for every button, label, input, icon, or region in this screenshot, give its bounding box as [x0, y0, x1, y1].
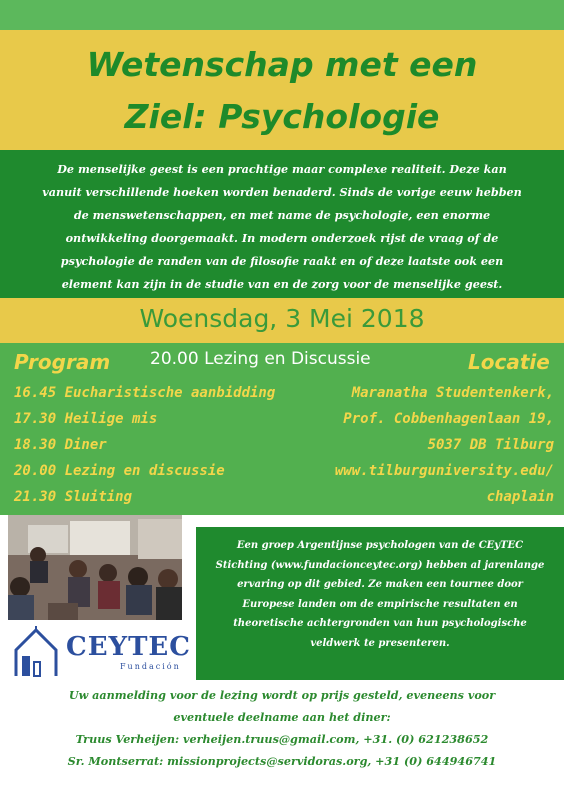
intro-line: de menswetenschappen, en met name de psychologie, een enorme — [73, 208, 491, 222]
info-line: ervaring op dit gebied. Ze maken een tournee door — [237, 579, 523, 591]
info-line: theoretische achtergronden van hun psychologische — [233, 618, 527, 630]
ceytec-logo — [12, 626, 191, 678]
logo-subtitle: Fundación — [120, 662, 181, 671]
church-icon — [12, 626, 60, 678]
intro-line: ontwikkeling doorgemaakt. In modern onderzoek rijst de vraag of de — [65, 231, 499, 245]
intro-line: element kan zijn in de studie van en de zorg voor de menselijke geest. — [61, 277, 503, 291]
page-title-line-1: Wetenschap met een — [86, 45, 478, 84]
info-line: Een groep Argentijnse psychologen van de CEyTEC — [236, 540, 524, 551]
info-line: Stichting (www.fundacionceytec.org) hebben al jarenlange — [215, 559, 545, 571]
location-link[interactable]: www.tilburguniversity.edu/ — [334, 463, 554, 479]
intro-line: vanuit verschillende hoeken worden benaderd. Sinds de vorige eeuw hebben — [42, 185, 522, 199]
program-item: 21.30 Sluiting — [14, 489, 133, 505]
contact-truus[interactable]: Truus Verheijen: verheijen.truus@gmail.com, +31. (0) 621238652 — [75, 732, 489, 746]
program-list — [14, 380, 275, 510]
location-line: Maranatha Studentenkerk, — [351, 385, 554, 401]
location-link[interactable]: chaplain — [486, 489, 554, 505]
event-date: Woensdag, 3 Mei 2018 — [139, 304, 425, 333]
program-item: 18.30 Diner — [14, 437, 107, 453]
info-text — [204, 536, 556, 654]
program-item: 20.00 Lezing en discussie — [14, 463, 225, 479]
location-heading: Locatie — [468, 350, 550, 374]
intro-text — [14, 158, 550, 296]
top-green-band — [0, 0, 564, 30]
intro-line: De menselijke geest is een prachtige maar complexe realiteit. Deze kan — [57, 162, 507, 176]
location-line: 5037 DB Tilburg — [427, 437, 554, 453]
audience-photo — [8, 515, 182, 620]
logo-name: CEYTEC — [66, 632, 191, 662]
footer-line: eventuele deelname aan het diner: — [173, 710, 391, 724]
contact-montserrat[interactable]: Sr. Montserrat: missionprojects@servidoras.org, +31 (0) 644946741 — [67, 754, 497, 768]
location-line: Prof. Cobbenhagenlaan 19, — [343, 411, 554, 427]
contact-footer — [0, 680, 564, 772]
intro-line: psychologie de randen van de filosofie raakt en of deze laatste ook een — [60, 254, 504, 268]
footer-line: Uw aanmelding voor de lezing wordt op prijs gesteld, eveneens voor — [68, 688, 496, 702]
program-item: 16.45 Eucharistische aanbidding — [14, 385, 276, 401]
page-title-line-2: Ziel: Psychologie — [124, 97, 440, 136]
info-line: veldwerk te presenteren. — [310, 637, 450, 649]
program-item: 17.30 Heilige mis — [14, 411, 158, 427]
info-line: Europese landen om de empirische resultaten en — [242, 598, 518, 610]
program-heading: Program — [14, 350, 111, 374]
program-subheading: 20.00 Lezing en Discussie — [150, 349, 371, 369]
location-list — [335, 380, 554, 510]
